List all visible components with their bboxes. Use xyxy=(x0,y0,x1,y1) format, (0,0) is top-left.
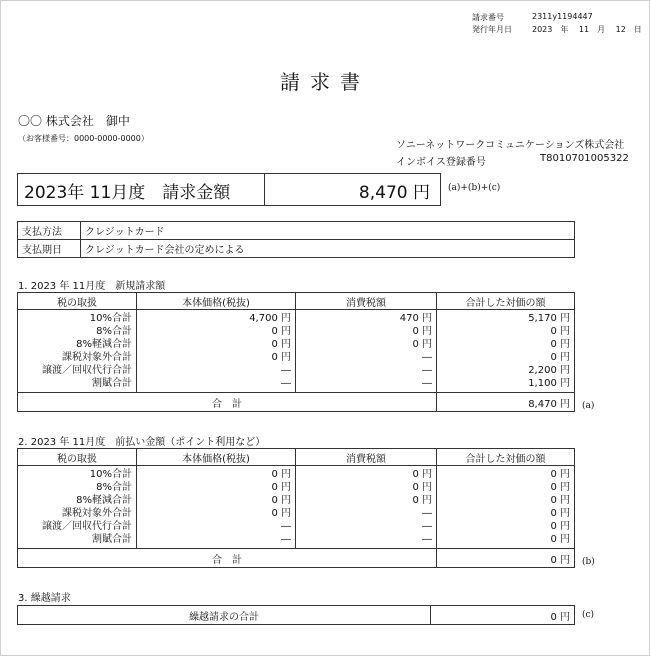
tax-value: ― xyxy=(422,365,432,376)
price-values xyxy=(137,466,296,549)
invoice-registration-number: T8010701005322 xyxy=(540,153,629,164)
payment-due: クレジットカード会社の定めによる xyxy=(81,240,575,258)
row-label: 8%軽減合計 xyxy=(76,339,132,350)
price-value: ― xyxy=(281,378,291,389)
invoice-registration-label: インボイス登録番号 xyxy=(396,157,486,168)
total-value: 0 円 xyxy=(550,495,570,506)
invoice-no: 2311y1194447 xyxy=(532,12,593,21)
carryover-value: 0 円 xyxy=(431,606,575,625)
tax-value: 0 円 xyxy=(412,482,432,493)
total-value: 0 円 xyxy=(550,339,570,350)
price-value: ― xyxy=(281,521,291,532)
row-label: 割賦合計 xyxy=(92,534,132,545)
row-labels xyxy=(18,466,137,549)
tax-value: ― xyxy=(422,534,432,545)
billing-amount-box xyxy=(17,173,441,206)
price-value: 0 円 xyxy=(271,508,291,519)
row-label: 譲渡／回収代行合計 xyxy=(42,365,132,376)
price-value: 0 円 xyxy=(271,339,291,350)
total-value: 0 円 xyxy=(550,508,570,519)
customer-number: （お客様番号：0000-0000-0000） xyxy=(18,134,149,143)
col-tax: 消費税額 xyxy=(296,449,437,466)
section1-table xyxy=(17,292,575,412)
col-tax: 消費税額 xyxy=(296,293,437,310)
total-value: 0 円 xyxy=(550,521,570,532)
page-title: 請求書 xyxy=(280,70,370,94)
price-values xyxy=(137,310,296,393)
total-value: 1,100 円 xyxy=(528,378,570,389)
total-value: 0 円 xyxy=(550,326,570,337)
row-label: 課税対象外合計 xyxy=(62,352,132,363)
billing-amount-value: 8,470 円 xyxy=(358,183,430,203)
price-value: 0 円 xyxy=(271,469,291,480)
total-value: 0 円 xyxy=(550,469,570,480)
total-values xyxy=(437,310,575,393)
total-value: 5,170 円 xyxy=(528,313,570,324)
price-value: 0 円 xyxy=(271,326,291,337)
section2-heading: 2. 2023 年 11月度 前払い金額（ポイント利用など） xyxy=(18,437,266,448)
tax-value: ― xyxy=(422,378,432,389)
total-value: 0 円 xyxy=(550,534,570,545)
col-total: 合計した対価の額 xyxy=(437,449,575,466)
col-price: 本体価格(税抜) xyxy=(137,449,296,466)
divider xyxy=(264,174,265,205)
row-label: 8%合計 xyxy=(96,326,132,337)
section2-total-label: 合 計 xyxy=(18,549,437,568)
price-value: 0 円 xyxy=(271,495,291,506)
tax-value: 470 円 xyxy=(399,313,432,324)
payment-method-label: 支払方法 xyxy=(18,222,81,240)
carryover-label: 繰越請求の合計 xyxy=(18,606,431,625)
recipient: 〇〇 株式会社 御中 xyxy=(18,114,130,128)
billing-amount-label: 2023年 11月度 請求金額 xyxy=(24,183,231,203)
tax-value: ― xyxy=(422,508,432,519)
company-name: ソニーネットワークコミュニケーションズ株式会社 xyxy=(396,140,625,151)
row-label: 10%合計 xyxy=(89,313,132,324)
tax-values xyxy=(296,466,437,549)
total-values xyxy=(437,466,575,549)
section1-total-label: 合 計 xyxy=(18,393,437,412)
row-label: 譲渡／回収代行合計 xyxy=(42,521,132,532)
section1-mark: (a) xyxy=(582,401,595,411)
payment-table xyxy=(17,221,575,258)
payment-method: クレジットカード xyxy=(81,222,575,240)
col-price: 本体価格(税抜) xyxy=(137,293,296,310)
section1-heading: 1. 2023 年 11月度 新規請求額 xyxy=(18,281,166,292)
section2-total-value: 0 円 xyxy=(437,549,575,568)
section3-table xyxy=(17,605,575,625)
row-label: 課税対象外合計 xyxy=(62,508,132,519)
payment-due-label: 支払期日 xyxy=(18,240,81,258)
price-value: ― xyxy=(281,365,291,376)
section3-mark: (c) xyxy=(582,610,595,620)
total-value: 0 円 xyxy=(550,482,570,493)
tax-values xyxy=(296,310,437,393)
col-total: 合計した対価の額 xyxy=(437,293,575,310)
tax-value: 0 円 xyxy=(412,469,432,480)
issue-date: 2023 年 11 月 12 日 xyxy=(532,25,642,34)
price-value: 0 円 xyxy=(271,352,291,363)
price-value: 0 円 xyxy=(271,482,291,493)
row-label: 8%軽減合計 xyxy=(76,495,132,506)
col-tax-type: 税の取扱 xyxy=(18,449,137,466)
row-label: 割賦合計 xyxy=(92,378,132,389)
tax-value: 0 円 xyxy=(412,495,432,506)
issue-date-label: 発行年月日 xyxy=(472,25,512,34)
total-value: 0 円 xyxy=(550,352,570,363)
invoice-no-label: 請求番号 xyxy=(472,13,504,22)
total-value: 2,200 円 xyxy=(528,365,570,376)
section3-heading: 3. 繰越請求 xyxy=(18,593,71,604)
tax-value: ― xyxy=(422,521,432,532)
price-value: ― xyxy=(281,534,291,545)
col-tax-type: 税の取扱 xyxy=(18,293,137,310)
section2-mark: (b) xyxy=(582,557,595,567)
tax-value: 0 円 xyxy=(412,326,432,337)
price-value: 4,700 円 xyxy=(249,313,291,324)
row-labels xyxy=(18,310,137,393)
tax-value: ― xyxy=(422,352,432,363)
section1-total-value: 8,470 円 xyxy=(437,393,575,412)
row-label: 10%合計 xyxy=(89,469,132,480)
amount-formula: (a)+(b)+(c) xyxy=(448,183,501,193)
row-label: 8%合計 xyxy=(96,482,132,493)
tax-value: 0 円 xyxy=(412,339,432,350)
section2-table xyxy=(17,448,575,568)
